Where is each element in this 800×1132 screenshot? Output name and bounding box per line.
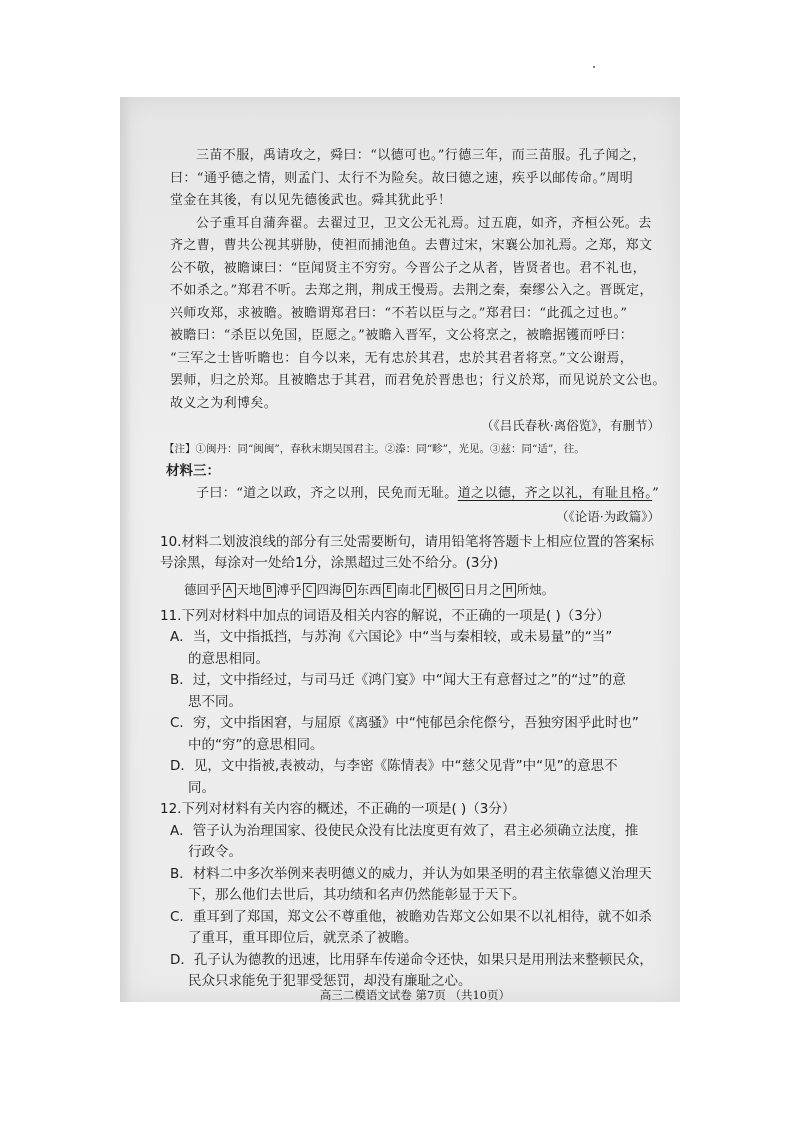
q11-stem: 11.下列对材料中加点的词语及相关内容的解说，不正确的一项是( )（3分）: [160, 607, 610, 624]
material3-quote: [170, 483, 660, 506]
q12-stem: 12.下列对材料有关内容的概述，不正确的一项是( )（3分）: [160, 801, 516, 817]
q11-option-a-cont: 的意思相同。: [188, 650, 269, 667]
passage-line: 齐之曹，曹共公视其骈胁，使袒而捕池鱼。去曹过宋，宋襄公加礼焉。之郑，郑文: [170, 238, 653, 253]
q11-option-c-cont: 中的“穷”的意思相同。: [188, 736, 324, 753]
q12-option-a: A．管子认为治理国家、役使民众没有比法度更有效了，君主必须确立法度，推: [170, 822, 639, 839]
passage-paragraph-1: [170, 145, 660, 213]
q12-option-d: D．孔子认为德教的迅速，比用驿车传递命令还快，如果只是用刑法来整顿民众，: [170, 951, 653, 968]
passage-line: 公子重耳自蒲奔翟。去翟过卫，卫文公无礼焉。过五鹿，如齐，齐桓公死。去: [196, 215, 652, 231]
segment-text: 南北: [396, 581, 422, 597]
passage-paragraph-2: [170, 213, 666, 416]
q11-option-c: C．穷，文中指困窘，与屈原《离骚》中“忳郁邑余侘傺兮，吾独穷困乎此时也”: [170, 715, 639, 731]
answer-box-d[interactable]: D: [343, 583, 356, 598]
page-footer: 高三二模语文试卷 第7页 （共10页）: [319, 988, 511, 1002]
quote-underlined: 道之以德，齐之以礼，有耻且格。: [457, 486, 653, 501]
answer-box-c[interactable]: C: [303, 583, 316, 598]
passage-line: 兴师攻郑，求被瞻。被瞻谓郑君曰：“不若以臣与之。”郑君曰：“此孤之过也。”: [170, 305, 628, 321]
passage-line: 堂金在其後，有以见先德後武也。舜其犹此乎！: [170, 193, 452, 208]
q12-option-c: C．重耳到了郑国，郑文公不尊重他，被瞻劝告郑文公如果不以礼相待，就不如杀: [170, 908, 652, 925]
answer-box-h[interactable]: H: [503, 583, 516, 598]
q12-option-a-cont: 行政令。: [188, 844, 242, 860]
segment-text: 德回乎: [184, 581, 222, 597]
segment-text: 所烛。: [516, 581, 555, 597]
answer-box-e[interactable]: E: [383, 583, 396, 598]
quote-plain: 子曰：“道之以政，齐之以刑，民免而无耻。: [196, 486, 458, 501]
passage-line: 罢师，归之於郑。且被瞻忠于其君，而君免於晋患也；行义於郑，而见说於文公也。: [170, 373, 666, 388]
passage-line: 曰：“通乎德之情，则孟门、太行不为险矣。故曰德之速，疾乎以邮传命。”周明: [170, 170, 634, 186]
quote-end: ”: [652, 486, 660, 501]
q10-line: 号涂黑，每涂对一处给1分，涂黑超过三处不给分。(3分): [160, 555, 499, 571]
q11-option-d: D．见，文中指被,表被动，与李密《陈情表》中“慈父见背”中“见”的意思不: [170, 758, 618, 774]
question-12: [160, 799, 660, 993]
segment-text: 日月之: [464, 581, 502, 597]
q11-option-d-cont: 同。: [188, 779, 215, 796]
q12-option-c-cont: 了重耳，重耳即位后，就烹杀了被瞻。: [188, 930, 418, 946]
q12-option-b: B．材料二中多次举例来表明德义的威力，并认为如果圣明的君主依靠德义治理天: [170, 865, 652, 882]
scanned-page: [120, 97, 680, 1002]
q11-option-b-cont: 思不同。: [188, 693, 242, 710]
answer-box-a[interactable]: A: [223, 583, 236, 598]
q12-option-b-cont: 下，那么他们去世后，其功绩和名声仍然能彰显于天下。: [188, 887, 526, 903]
segment-text: 天地: [236, 581, 262, 597]
q11-option-b: B．过，文中指经过，与司马迁《鸿门宴》中“闻大王有意督过之”的“过”的意: [170, 672, 626, 688]
speck-mark: [593, 66, 595, 68]
passage-note: 【注】①闽丹：同“闽闽”，春秋末期吴国君主。②溱：同“畛”，光见。③兹：同“适”，往。: [164, 443, 585, 455]
passage-line: 公不敬，被瞻谏曰：“臣闻贤主不穷穷。今晋公子之从者，皆贤者也。君不礼也，: [170, 260, 647, 276]
material3-source: （《论语·为政篇》）: [556, 508, 660, 524]
page-content: [160, 145, 666, 1002]
page-edge-shadow: [120, 97, 132, 1002]
q10-line: 10.材料二划波浪线的部分有三处需要断句，请用铅笔将答题卡上相应位置的答案标: [160, 533, 654, 550]
passage-line: 不如杀之。”郑君不听。去郑之荆，荆成王慢焉。去荆之秦，秦缪公入之。晋既定，: [170, 283, 653, 298]
material3-heading: 材料三：: [166, 463, 220, 479]
q11-option-a: A．当，文中指抵挡，与苏洵《六国论》中“当与秦相较，或未易量”的“当”: [170, 629, 613, 645]
passage-line: 故义之为利博矣。: [170, 395, 278, 411]
passage-source: （《吕氏春秋·离俗览》，有删节）: [481, 418, 660, 433]
segment-text: 极: [436, 581, 450, 597]
question-10: [160, 532, 660, 602]
question-11: [160, 606, 660, 800]
answer-box-g[interactable]: G: [450, 583, 463, 598]
segment-text: 四海: [316, 581, 342, 597]
answer-box-b[interactable]: B: [263, 583, 276, 598]
segment-text: 东西: [356, 581, 382, 597]
passage-line: 三苗不服，禹请攻之，舜曰：“以德可也。”行德三年，而三苗服。孔子闻之，: [196, 148, 646, 163]
q12-option-d-cont: 民众只求能免于犯罪受惩罚，却没有廉耻之心。: [188, 973, 472, 989]
q10-segments: [184, 578, 660, 602]
segment-text: 溥乎: [276, 581, 302, 597]
passage-line: “三军之士皆听瞻也：自今以来，无有忠於其君，忠於其君者将烹。”文公谢焉，: [170, 350, 634, 366]
answer-box-f[interactable]: F: [423, 583, 436, 598]
passage-line: 被瞻曰：“杀臣以免国，臣愿之。”被瞻入晋军，文公将烹之，被瞻据镬而呼曰：: [170, 328, 634, 343]
